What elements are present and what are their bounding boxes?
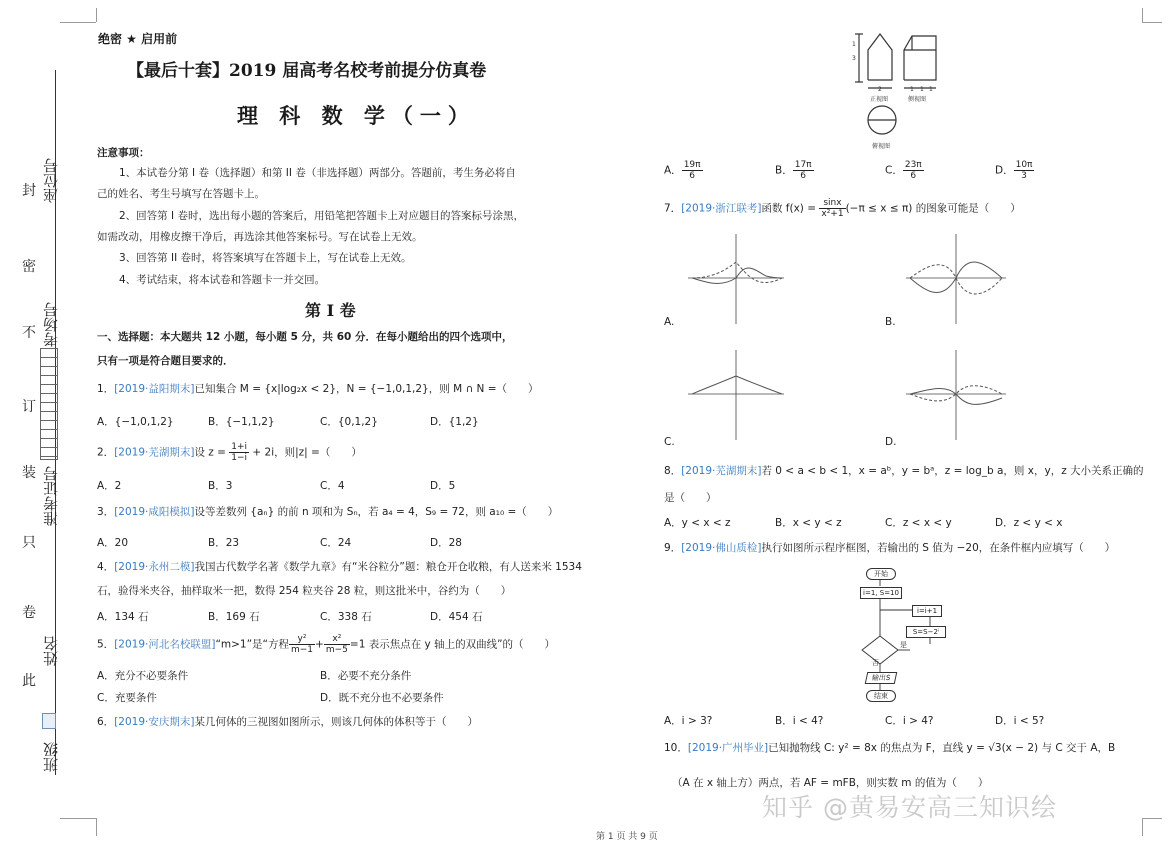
flow-start: 开始 xyxy=(866,568,896,580)
q1-option-d[interactable]: D．{1,2} xyxy=(430,416,479,428)
q5-text-post: =1 表示焦点在 y 轴上的双曲线”的（ ） xyxy=(349,638,556,651)
q2-option-b[interactable]: B．3 xyxy=(208,480,233,492)
question-2 xyxy=(97,442,362,463)
document-icon[interactable] xyxy=(42,713,56,729)
svg-text:1: 1 xyxy=(910,86,914,93)
notice-line-4: 如需改动，用橡皮擦干净后，再选涂其他答案标号。写在试卷上无效。 xyxy=(97,231,423,243)
q4-number: 4． xyxy=(97,561,115,573)
q7-frac-den: x²+1 xyxy=(821,209,844,219)
q9-option-c[interactable]: C．i > 4? xyxy=(885,715,934,727)
q7-text-pre: 函数 f(x) = xyxy=(761,202,820,215)
q5-f2-num: x² xyxy=(324,634,350,645)
q1-option-b[interactable]: B．{−1,1,2} xyxy=(208,416,275,428)
section-instruction-1: 一、选择题：本大题共 12 小题，每小题 5 分，共 60 分．在每小题给出的四个选项中， xyxy=(97,331,513,343)
q7-option-d[interactable]: D. xyxy=(885,436,897,448)
crop-mark-bl-v xyxy=(96,818,97,836)
q9-source[interactable]: [2019·佛山质检] xyxy=(681,542,762,554)
question-1 xyxy=(97,382,539,396)
margin-field-ticket: 准考证号 xyxy=(42,466,60,526)
view-label-front: 正视图 xyxy=(870,96,889,103)
q6-source[interactable]: [2019·安庆期末] xyxy=(114,716,195,728)
question-9 xyxy=(664,541,1115,555)
section-title: 第 I 卷 xyxy=(305,301,356,320)
margin-char-4: 订 xyxy=(22,399,36,415)
notice-line-5: 3、回答第 II 卷时，将答案填写在答题卡上，写在试卷上无效。 xyxy=(119,252,412,264)
q9-option-d[interactable]: D．i < 5? xyxy=(995,715,1045,727)
q6-d-num: 10π xyxy=(1015,160,1033,170)
q1-option-a[interactable]: A．{−1,0,1,2} xyxy=(97,416,174,428)
flow-increment: i=i+1 xyxy=(912,605,942,617)
q7-graph-a[interactable] xyxy=(686,232,786,326)
q6-option-c[interactable] xyxy=(885,160,924,181)
q3-option-b[interactable]: B．23 xyxy=(208,537,240,549)
question-8 xyxy=(664,464,1144,478)
q8-number: 8． xyxy=(664,465,682,477)
margin-field-class: 班级 xyxy=(42,742,60,772)
q4-line-1: 我国古代数学名著《数学九章》有“米谷粒分”题：粮仓开仓收粮，有人送来米 1534 xyxy=(194,561,582,573)
q5-text-pre: “m>1”是“方程 xyxy=(215,638,289,651)
q2-text-pre: 设 z = xyxy=(194,446,230,459)
q2-option-c[interactable]: C．4 xyxy=(320,480,345,492)
q7-option-c[interactable]: C. xyxy=(664,436,675,448)
q2-number: 2． xyxy=(97,446,115,459)
question-10 xyxy=(664,741,1115,755)
q2-fraction xyxy=(229,442,249,463)
margin-char-3: 不 xyxy=(22,325,36,341)
q2-text-post: + 2i，则|z| =（ ） xyxy=(249,446,362,459)
q2-source[interactable]: [2019·芜湖期末] xyxy=(114,446,195,459)
q10-source[interactable]: [2019·广州毕业] xyxy=(687,742,769,754)
q4-option-b[interactable]: B．169 石 xyxy=(208,611,260,623)
q6-number: 6． xyxy=(97,716,115,728)
q6-option-b[interactable] xyxy=(775,160,814,181)
q2-frac-num: 1+i xyxy=(231,442,248,452)
q4-option-a[interactable]: A．134 石 xyxy=(97,611,149,623)
q4-option-c[interactable]: C．338 石 xyxy=(320,611,372,623)
secret-label: 绝密 ★ 启用前 xyxy=(98,32,178,46)
svg-text:3: 3 xyxy=(852,55,856,62)
q5-f1-num: y² xyxy=(289,634,315,645)
q6-option-d[interactable] xyxy=(995,160,1034,181)
q3-option-c[interactable]: C．24 xyxy=(320,537,352,549)
crop-mark-tl-h xyxy=(60,22,96,23)
q2-frac-den: 1−i xyxy=(231,453,248,463)
q5-number: 5． xyxy=(97,638,115,651)
svg-text:1: 1 xyxy=(929,86,933,93)
q4-line-2: 石，验得米夹谷，抽样取米一把，数得 254 粒夹谷 28 粒，则这批米中，谷约为（ ） xyxy=(97,585,512,597)
q6-a-den: 6 xyxy=(689,171,695,181)
q6-d-frac xyxy=(1014,160,1035,181)
q7-option-a[interactable]: A. xyxy=(664,316,675,328)
q4-option-d[interactable]: D．454 石 xyxy=(430,611,483,623)
q5-f2-den: m−5 xyxy=(325,645,348,655)
crop-mark-br-h xyxy=(1142,818,1162,819)
question-4 xyxy=(97,560,582,574)
q3-number: 3． xyxy=(97,506,115,518)
q5-option-d[interactable]: D．既不充分也不必要条件 xyxy=(320,692,444,704)
svg-text:1: 1 xyxy=(852,41,856,48)
q1-number: 1． xyxy=(97,383,115,395)
question-7 xyxy=(664,198,1021,219)
q4-source[interactable]: [2019·永州二模] xyxy=(114,561,195,573)
q6-c-num: 23π xyxy=(904,160,922,170)
q3-source[interactable]: [2019·咸阳模拟] xyxy=(114,506,195,518)
crop-mark-tr-v xyxy=(1142,8,1143,22)
page-footer: 第 1 页 共 9 页 xyxy=(596,832,658,842)
q3-text: 设等差数列 {aₙ} 的前 n 项和为 Sₙ，若 a₄ = 4，S₉ = 72，则 a₁₀ =（ ） xyxy=(194,506,559,518)
q1-source[interactable]: [2019·益阳期末] xyxy=(114,383,195,395)
crop-mark-tl-v xyxy=(96,8,97,22)
svg-text:1: 1 xyxy=(920,86,924,93)
q5-source[interactable]: [2019·河北名校联盟] xyxy=(114,638,216,651)
q6-b-frac xyxy=(793,160,814,181)
q7-fraction xyxy=(819,198,845,219)
q6-option-a[interactable] xyxy=(664,160,703,181)
question-3 xyxy=(97,505,558,519)
q3-option-a[interactable]: A．20 xyxy=(97,537,129,549)
margin-field-room: 考场号 xyxy=(42,302,60,347)
q6-d-den: 3 xyxy=(1021,171,1027,181)
question-5: 5．[2019·河北名校联盟]“m>1”是“方程 $\frac{\text{y²}}{m-1}$ + $\frac{\text{x²}}{m-5}$ =1 表示焦点在 y 轴上的双曲线”的（ ） xyxy=(97,634,556,655)
crop-mark-br-v xyxy=(1142,818,1143,836)
q5-option-a[interactable]: A．充分不必要条件 xyxy=(97,670,189,682)
watermark: 知乎 @黄易安高三知识绘 xyxy=(762,793,1057,822)
section-instruction-2: 只有一项是符合题目要求的． xyxy=(97,355,234,367)
notice-title: 注意事项： xyxy=(97,147,150,159)
q1-text: 已知集合 M = {x|log₂x < 2}，N = {−1,0,1,2}，则 M ∩ N =（ ） xyxy=(194,383,539,395)
q6-c-letter: C． xyxy=(885,164,903,177)
notice-line-1: 1、本试卷分第 I 卷（选择题）和第 II 卷（非选择题）两部分。答题前，考生务必将自 xyxy=(119,167,516,179)
notice-line-6: 4、考试结束，将本试卷和答题卡一并交回。 xyxy=(119,274,326,286)
series-title: 【最后十套】2019 届高考名校考前提分仿真卷 xyxy=(127,61,487,81)
flow-yes-label: 是 xyxy=(900,641,907,649)
q10-line-1: 已知抛物线 C: y² = 8x 的焦点为 F，直线 y = √3(x − 2) 与 C 交于 A，B xyxy=(768,742,1116,754)
q8-source[interactable]: [2019·芜湖期末] xyxy=(681,465,762,477)
q3-option-d[interactable]: D．28 xyxy=(430,537,462,549)
flow-init: i=1, S=10 xyxy=(860,587,902,599)
q8-option-c[interactable]: C．z < x < y xyxy=(885,517,952,529)
q9-option-b[interactable]: B．i < 4? xyxy=(775,715,824,727)
margin-field-seat: 座位号 xyxy=(42,158,60,203)
q8-option-b[interactable]: B．x < y < z xyxy=(775,517,842,529)
q10-number: 10． xyxy=(664,742,688,754)
q8-option-d[interactable]: D．z < y < x xyxy=(995,517,1063,529)
q5-option-b[interactable]: B．必要不充分条件 xyxy=(320,670,412,682)
q5-f1-den: m−1 xyxy=(290,645,314,655)
flow-update: S=S−2ⁱ xyxy=(906,626,946,638)
margin-char-8: 此 xyxy=(22,673,36,689)
q8-line-2: 是（ ） xyxy=(664,492,717,504)
q7-source[interactable]: [2019·浙江联考] xyxy=(681,202,762,215)
q1-option-c[interactable]: C．{0,1,2} xyxy=(320,416,378,428)
q6-c-den: 6 xyxy=(910,171,917,181)
margin-char-1: 封 xyxy=(22,183,36,199)
q7-frac-num: sinx xyxy=(819,198,845,209)
q7-number: 7． xyxy=(664,202,682,215)
q8-option-a[interactable]: A．y < x < z xyxy=(664,517,731,529)
q9-number: 9． xyxy=(664,542,682,554)
q7-option-b[interactable]: B. xyxy=(885,316,896,328)
q5-option-c[interactable]: C．充要条件 xyxy=(97,692,157,704)
q7-graph-b[interactable] xyxy=(904,232,1008,326)
q6-a-frac xyxy=(682,160,703,181)
q6-a-num: 19π xyxy=(683,160,701,170)
q5-fraction-1 xyxy=(289,634,315,655)
notice-line-2: 己的姓名、考生号填写在答题卡上。 xyxy=(97,188,265,200)
q6-text: 某几何体的三视图如图所示，则该几何体的体积等于（ ） xyxy=(194,716,478,728)
q6-c-frac xyxy=(903,160,924,181)
paper-title: 理 科 数 学（一） xyxy=(237,103,476,128)
q9-text: 执行如图所示程序框图，若输出的 S 值为 −20，在条件框内应填写（ ） xyxy=(761,542,1116,554)
question-6 xyxy=(97,715,478,729)
margin-field-name: 姓名 xyxy=(42,636,60,666)
three-view-figure xyxy=(852,28,948,154)
crop-mark-bl-h xyxy=(60,818,96,819)
flow-end: 结束 xyxy=(866,690,896,702)
crop-mark-tr-h xyxy=(1142,22,1162,23)
q2-option-a[interactable]: A．2 xyxy=(97,480,122,492)
view-label-top: 俯视图 xyxy=(872,143,891,150)
q5-fraction-2 xyxy=(324,634,350,655)
q10-line-2: （A 在 x 轴上方）两点，若 AF = mFB，则实数 m 的值为（ ） xyxy=(672,777,989,789)
flow-no-label: 否 xyxy=(872,659,879,667)
view-label-side: 侧视图 xyxy=(908,96,927,103)
q7-graph-d[interactable] xyxy=(904,348,1008,442)
q7-graph-c[interactable] xyxy=(686,348,786,442)
q9-option-a[interactable]: A．i > 3? xyxy=(664,715,713,727)
q8-line-1: 若 0 < a < b < 1，x = aᵇ，y = bᵃ，z = log_b a，则 x，y，z 大小关系正确的 xyxy=(761,465,1144,477)
q6-b-letter: B． xyxy=(775,164,793,177)
margin-char-2: 密 xyxy=(22,259,36,275)
margin-char-5: 装 xyxy=(22,465,36,481)
q6-b-num: 17π xyxy=(794,160,812,170)
q6-b-den: 6 xyxy=(800,171,807,181)
q6-a-letter: A． xyxy=(664,164,682,177)
q7-text-post: (−π ≤ x ≤ π) 的图象可能是（ ） xyxy=(845,202,1021,215)
exam-number-boxes xyxy=(40,348,58,460)
notice-line-3: 2、回答第 I 卷时，选出每小题的答案后，用铅笔把答题卡上对应题目的答案标号涂黑， xyxy=(119,210,524,222)
q6-d-letter: D． xyxy=(995,164,1014,177)
margin-char-6: 只 xyxy=(22,535,36,551)
svg-text:2: 2 xyxy=(878,86,882,93)
margin-char-7: 卷 xyxy=(22,605,36,621)
flow-output: 输出S xyxy=(865,672,898,684)
q2-option-d[interactable]: D．5 xyxy=(430,480,456,492)
